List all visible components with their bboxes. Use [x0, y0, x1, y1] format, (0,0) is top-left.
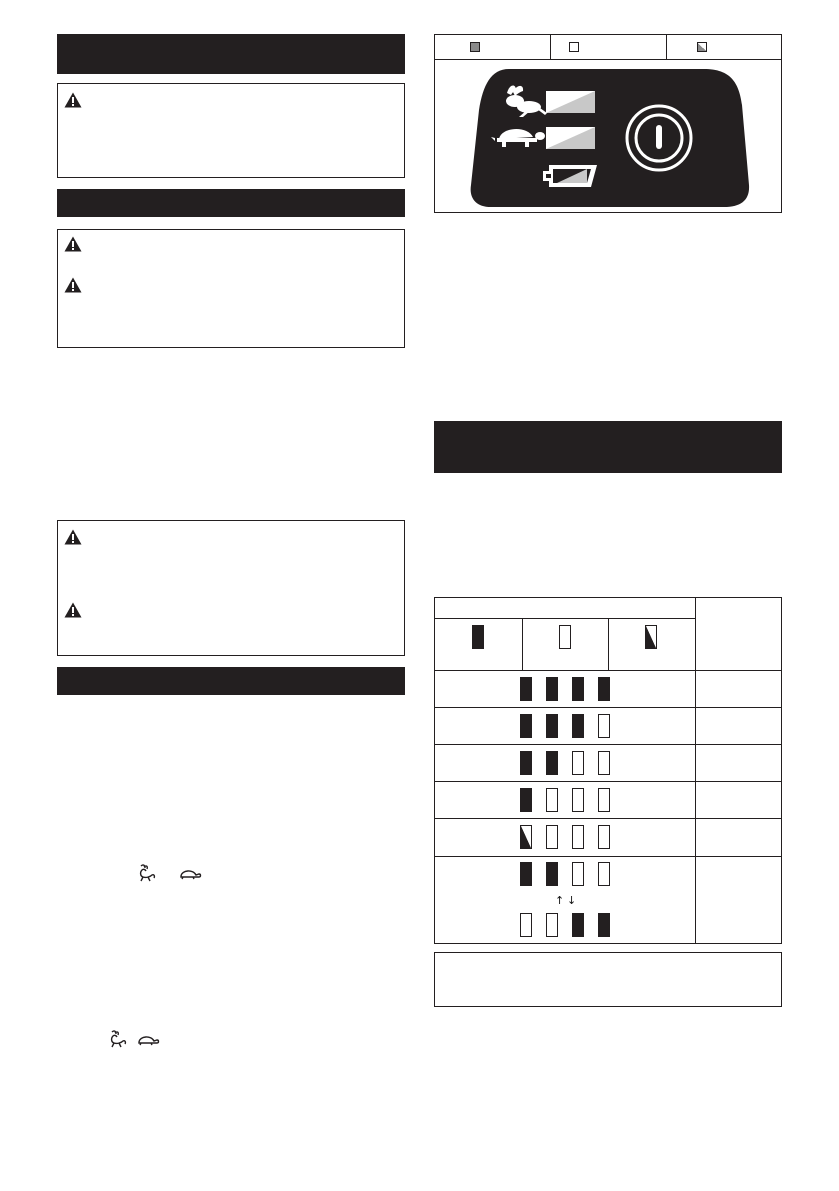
turtle-icon: [178, 868, 202, 880]
battery-lamp-off: [598, 751, 610, 775]
battery-lamp-off: [546, 913, 558, 937]
legend-swatch-half: [697, 42, 707, 52]
battery-lamp-off: [520, 913, 532, 937]
rabbit-icon: [108, 1030, 128, 1048]
battery-lamp-off: [598, 825, 610, 849]
battery-lamp-off: [572, 788, 584, 812]
tool-control-panel: [469, 65, 751, 210]
warning-triangle-icon: [64, 236, 82, 252]
note-box: [434, 952, 782, 1007]
warning-box: [57, 83, 405, 178]
arrow-up-icon: ↑: [555, 894, 565, 907]
battery-lamp-on: [598, 677, 610, 701]
control-panel-figure: [434, 34, 782, 213]
warning-box: [57, 229, 405, 348]
arrow-down-icon: ↓: [567, 894, 577, 907]
battery-lamp-off: [572, 825, 584, 849]
battery-icon: [543, 165, 597, 187]
battery-lamp-on: [520, 862, 532, 886]
battery-lamp-on: [572, 714, 584, 738]
turtle-icon: [136, 1034, 160, 1046]
battery-lamp-on: [520, 677, 532, 701]
battery-lamp-off: [598, 788, 610, 812]
section-header-bar: [57, 34, 405, 74]
battery-lamp-on: [598, 913, 610, 937]
warning-triangle-icon: [64, 529, 82, 545]
power-icon: [627, 106, 691, 170]
warning-triangle-icon: [64, 602, 82, 618]
section-header-bar: [57, 189, 405, 217]
battery-lamp-on: [546, 714, 558, 738]
warning-box: [57, 520, 405, 656]
legend-lamp-on: [472, 625, 484, 649]
warning-triangle-icon: [64, 92, 82, 108]
battery-lamp-on: [572, 677, 584, 701]
section-header-bar: [57, 667, 405, 695]
rabbit-icon: [137, 864, 157, 882]
battery-lamp-off: [546, 788, 558, 812]
battery-lamp-on: [546, 862, 558, 886]
battery-lamp-on: [572, 913, 584, 937]
battery-lamp-half: [520, 825, 532, 849]
battery-lamp-on: [520, 714, 532, 738]
battery-indicator-table: [434, 597, 782, 944]
battery-lamp-on: [546, 751, 558, 775]
battery-lamp-off: [546, 825, 558, 849]
legend-swatch-gray: [470, 42, 480, 52]
section-header-bar: [434, 421, 782, 473]
legend-swatch-white: [569, 42, 579, 52]
battery-lamp-on: [520, 751, 532, 775]
battery-lamp-off: [572, 862, 584, 886]
battery-lamp-on: [546, 677, 558, 701]
legend-lamp-blinking: [645, 625, 657, 649]
battery-lamp-off: [572, 751, 584, 775]
battery-lamp-off: [598, 714, 610, 738]
battery-lamp-on: [520, 788, 532, 812]
legend-lamp-off: [559, 625, 571, 649]
warning-triangle-icon: [64, 277, 82, 293]
battery-lamp-off: [598, 862, 610, 886]
